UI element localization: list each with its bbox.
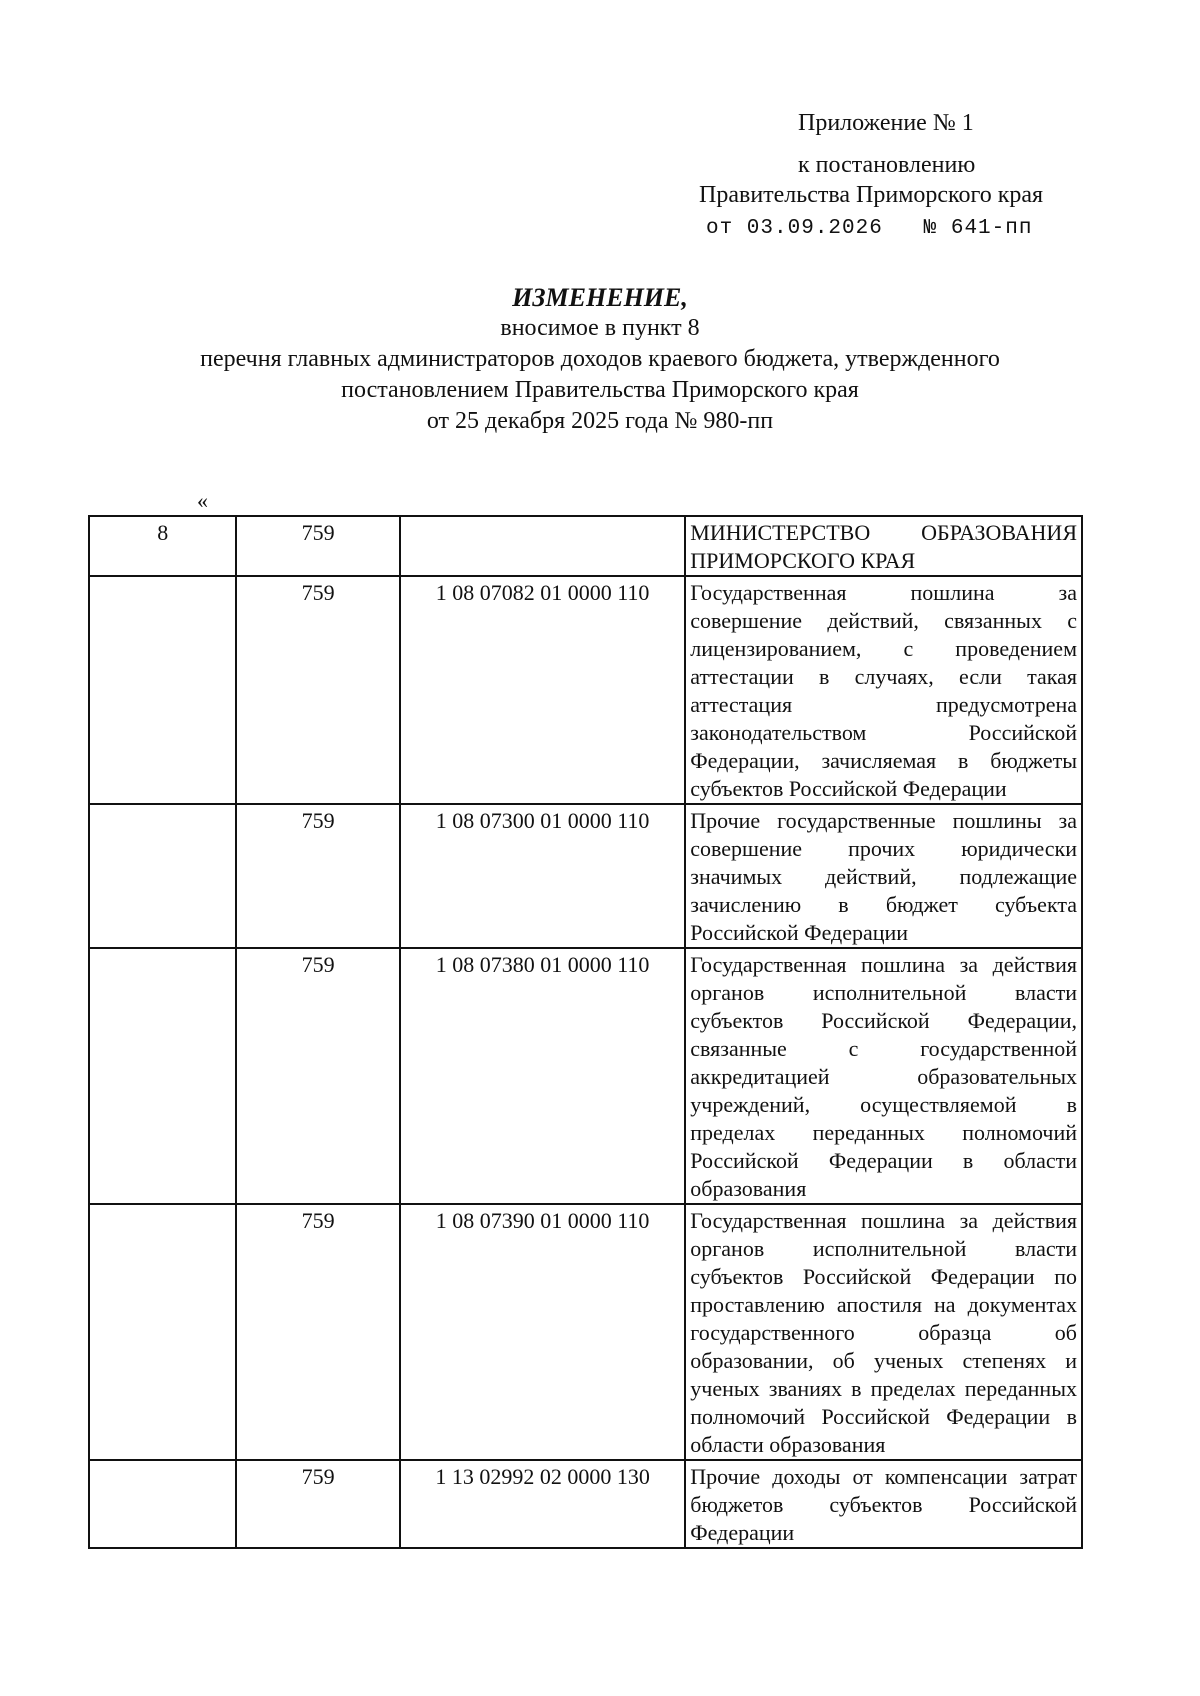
income-code-cell	[400, 516, 685, 576]
heading-line-2: вносимое в пункт 8	[500, 315, 700, 341]
admin-code-cell: 759	[236, 804, 399, 948]
row-number-cell	[89, 576, 236, 804]
income-code-cell: 1 08 07390 01 0000 110	[400, 1204, 685, 1460]
document-title: ИЗМЕНЕНИЕ,	[512, 283, 688, 312]
appendix-number: Приложение № 1	[798, 110, 974, 136]
table-row	[89, 516, 1082, 576]
admin-code-cell: 759	[236, 516, 399, 576]
heading-line-5: от 25 декабря 2025 года № 980-пп	[426, 408, 774, 434]
income-name-cell: Прочие доходы от компенсации затрат бюджетов субъектов Российской Федерации	[685, 1460, 1082, 1548]
appendix-date-number: от 03.09.2026 № 641-пп	[706, 217, 1033, 240]
income-administrators-table	[88, 515, 1083, 1549]
heading-line-3: перечня главных администраторов доходов краевого бюджета, утвержденного	[200, 346, 1000, 372]
income-code-cell: 1 08 07082 01 0000 110	[400, 576, 685, 804]
income-name-cell: Прочие государственные пошлины за совершение прочих юридически значимых действий, подлежащие зачислению в бюджет субъекта Российской Федерации	[685, 804, 1082, 948]
table-row	[89, 576, 1082, 804]
appendix-header	[700, 108, 1120, 244]
heading-line-4: постановлением Правительства Приморского края	[341, 377, 859, 403]
income-code-cell: 1 08 07300 01 0000 110	[400, 804, 685, 948]
appendix-to-resolution: к постановлению	[798, 152, 976, 178]
table-row	[89, 1204, 1082, 1460]
row-number-cell	[89, 1204, 236, 1460]
income-code-cell: 1 13 02992 02 0000 130	[400, 1460, 685, 1548]
table-row	[89, 804, 1082, 948]
appendix-government: Правительства Приморского края	[699, 182, 1044, 208]
row-number-cell: 8	[89, 516, 236, 576]
admin-code-cell: 759	[236, 1204, 399, 1460]
row-number-cell	[89, 1460, 236, 1548]
row-number-cell	[89, 948, 236, 1204]
admin-code-cell: 759	[236, 576, 399, 804]
income-name-cell: Государственная пошлина за совершение действий, связанных с лицензированием, с проведением аттестации в случаях, если такая аттестация предусмотрена законодательством Российской Федерации, зачисляемая в бюджеты субъектов Российской Федерации	[685, 576, 1082, 804]
income-code-cell: 1 08 07380 01 0000 110	[400, 948, 685, 1204]
income-name-cell: Государственная пошлина за действия органов исполнительной власти субъектов Российской Федерации, связанные с государственной аккредитацией образовательных учреждений, осуществляемой в пределах переданных полномочий Российской Федерации в области образования	[685, 948, 1082, 1204]
opening-quote-mark: «	[197, 488, 208, 513]
income-name-cell: Государственная пошлина за действия органов исполнительной власти субъектов Российской Федерации по проставлению апостиля на документах государственного образца об образовании, об ученых степенях и ученых званиях в пределах переданных полномочий Российской Федерации в области образования	[685, 1204, 1082, 1460]
row-number-cell	[89, 804, 236, 948]
table-row	[89, 1460, 1082, 1548]
admin-code-cell: 759	[236, 948, 399, 1204]
admin-code-cell: 759	[236, 1460, 399, 1548]
table-row	[89, 948, 1082, 1204]
document-heading	[100, 282, 1100, 437]
income-name-cell: МИНИСТЕРСТВО ОБРАЗОВАНИЯ ПРИМОРСКОГО КРАЯ	[685, 516, 1082, 576]
